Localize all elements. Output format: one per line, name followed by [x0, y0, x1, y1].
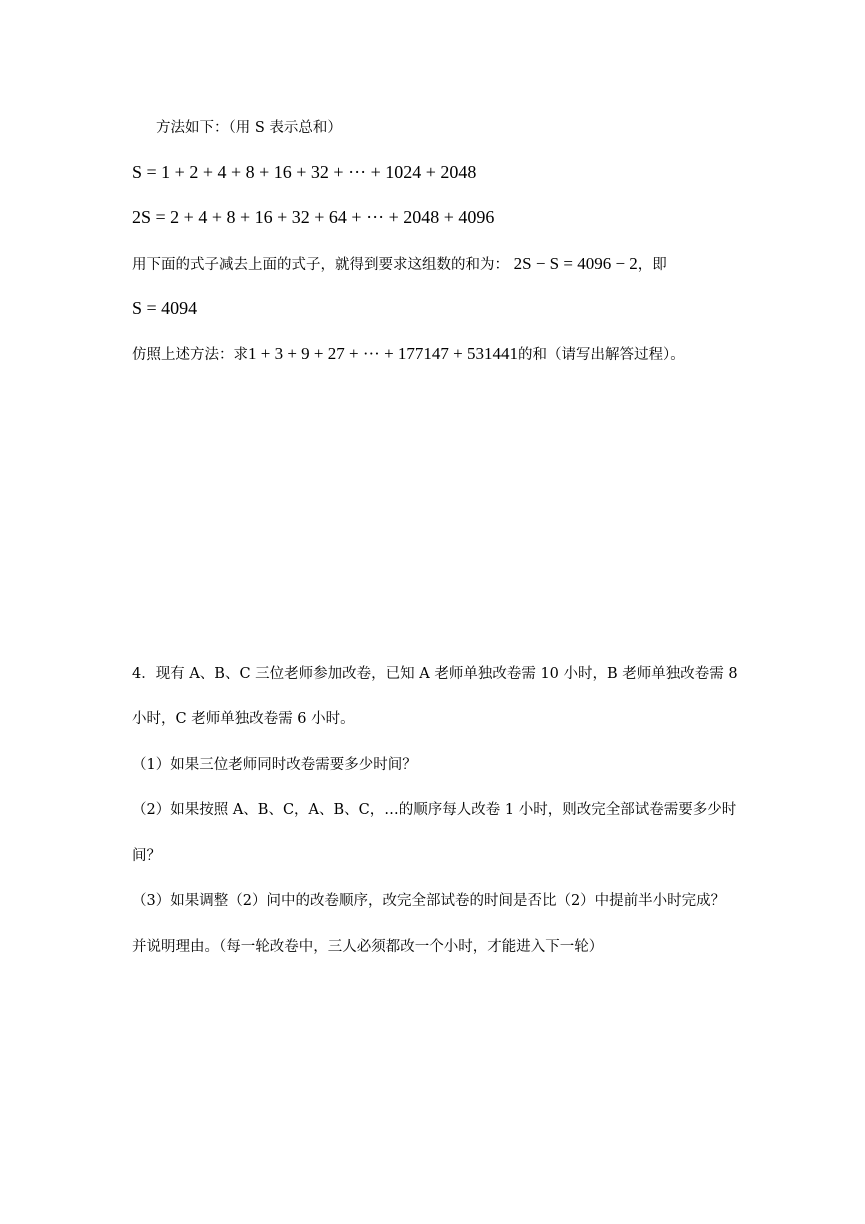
equation-sum-2s-lhs: 2S = — [132, 207, 171, 227]
method-intro: 方法如下：（用 S 表示总和） — [156, 120, 342, 136]
equation-sum-2s — [132, 207, 494, 227]
problem4-line2: 小时，C 老师单独改卷需 6 小时。 — [132, 711, 355, 727]
problem4-question2-line2: 间？ — [132, 848, 161, 864]
problem4-question1: （1）如果三位老师同时改卷需要多少时间？ — [132, 757, 417, 773]
equation-sum-s-rhs: 1 + 2 + 4 + 8 + 16 + 32 + ··· + 1024 + 2048 — [161, 162, 477, 182]
problem4-question3-line1: （3）如果调整（2）问中的改卷顺序，改完全部试卷的时间是否比（2）中提前半小时完成？ — [132, 893, 726, 909]
result-equation: S = 4094 — [132, 298, 198, 318]
task-instruction — [132, 344, 685, 365]
subtract-explanation — [132, 254, 667, 275]
problem4-question2-line1: （2）如果按照 A、B、C，A、B、C，…的顺序每人改卷 1 小时，则改完全部试卷需要多少时 — [132, 802, 737, 818]
equation-sum-2s-rhs: 2 + 4 + 8 + 16 + 32 + 64 + ··· + 2048 + 4096 — [170, 207, 495, 227]
task-post: 的和（请写出解答过程）。 — [518, 347, 685, 363]
task-pre: 仿照上述方法：求 — [132, 347, 248, 363]
subtract-text: 用下面的式子减去上面的式子，就得到要求这组数的和为： — [132, 257, 509, 273]
problem4-question3-line2: 并说明理由。（每一轮改卷中，三人必须都改一个小时，才能进入下一轮） — [132, 939, 604, 955]
problem4-line1: 4．现有 A、B、C 三位老师参加改卷，已知 A 老师单独改卷需 10 小时，B 老师单独改卷需 8 — [132, 666, 738, 682]
task-expression: 1 + 3 + 9 + 27 + ··· + 177147 + 531441 — [248, 344, 519, 363]
subtract-expression: 2S − S = 4096 − 2 — [513, 254, 638, 273]
equation-sum-s-lhs: S = — [132, 162, 162, 182]
equation-sum-s — [132, 162, 476, 182]
subtract-tail: ，即 — [637, 257, 667, 273]
